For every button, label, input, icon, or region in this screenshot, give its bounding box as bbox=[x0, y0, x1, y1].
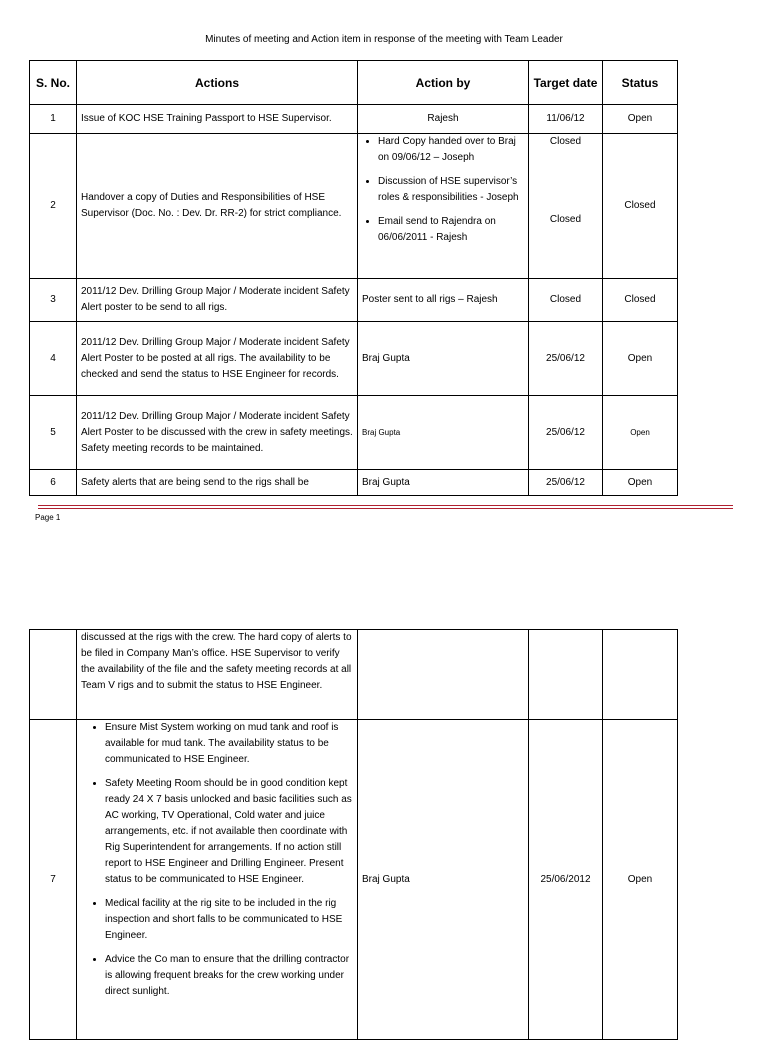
table-row bbox=[30, 322, 678, 396]
action-list bbox=[81, 720, 353, 1000]
row-target-date: 25/06/12 bbox=[529, 322, 603, 396]
row-action bbox=[77, 720, 358, 1040]
row-sno: 2 bbox=[30, 134, 77, 279]
header-actions: Actions bbox=[77, 61, 358, 105]
row-action: 2011/12 Dev. Drilling Group Major / Moderate incident Safety Alert Poster to be posted at all rigs. The availability to be checked and send the status to HSE Engineer for records. bbox=[77, 322, 358, 396]
row-sno: 5 bbox=[30, 396, 77, 470]
action-items-table-continued bbox=[29, 629, 678, 1040]
row-target-date: 25/06/12 bbox=[529, 396, 603, 470]
action-items-table bbox=[29, 60, 678, 496]
row-status: Closed bbox=[603, 134, 678, 279]
action-by-list bbox=[362, 134, 524, 246]
row-action: Issue of KOC HSE Training Passport to HSE Supervisor. bbox=[77, 105, 358, 134]
header-sno: S. No. bbox=[30, 61, 77, 105]
row-sno: 7 bbox=[30, 720, 77, 1040]
row-status: Open bbox=[603, 105, 678, 134]
header-status: Status bbox=[603, 61, 678, 105]
row-action-by: Poster sent to all rigs – Rajesh bbox=[358, 279, 529, 322]
row-action: 2011/12 Dev. Drilling Group Major / Moderate incident Safety Alert poster to be send to all rigs. bbox=[77, 279, 358, 322]
row-status: Open bbox=[603, 396, 678, 470]
row-status: Open bbox=[603, 322, 678, 396]
row-action: Handover a copy of Duties and Responsibilities of HSE Supervisor (Doc. No. : Dev. Dr. RR-2) for strict compliance. bbox=[77, 134, 358, 279]
row-action-by bbox=[358, 134, 529, 279]
row-sno: 6 bbox=[30, 470, 77, 496]
row-action-by: Rajesh bbox=[358, 105, 529, 134]
row-target-date: 25/06/2012 bbox=[529, 720, 603, 1040]
table-row bbox=[30, 279, 678, 322]
row-target-date: 25/06/12 bbox=[529, 470, 603, 496]
page-divider bbox=[38, 505, 733, 506]
row-target-date bbox=[529, 134, 603, 279]
table-row bbox=[30, 720, 678, 1040]
page-divider bbox=[38, 508, 733, 509]
row-action-continuation: discussed at the rigs with the crew. The hard copy of alerts to be filed in Company Man’s office. HSE Supervisor to verify the availability of the file and the safety meeting records at all Team V rigs and to submit the status to HSE Engineer. bbox=[77, 630, 358, 720]
document-title: Minutes of meeting and Action item in response of the meeting with Team Leader bbox=[205, 34, 563, 45]
table-row bbox=[30, 630, 678, 720]
table-row bbox=[30, 470, 678, 496]
row-sno: 4 bbox=[30, 322, 77, 396]
table-row bbox=[30, 134, 678, 279]
row-target-date: Closed bbox=[529, 279, 603, 322]
list-item: • Ensure Mist System working on mud tank and roof is available for mud tank. The availability status to be communicated to HSE Engineer. bbox=[105, 720, 353, 768]
table-header-row bbox=[30, 61, 678, 105]
header-action-by: Action by bbox=[358, 61, 529, 105]
row-sno: 3 bbox=[30, 279, 77, 322]
list-item: • Email send to Rajendra on 06/06/2011 - Rajesh bbox=[378, 214, 524, 246]
row-status: Open bbox=[603, 470, 678, 496]
list-item: • Advice the Co man to ensure that the drilling contractor is allowing frequent breaks for the crew working under direct sunlight. bbox=[105, 952, 353, 1000]
list-item: • Hard Copy handed over to Braj on 09/06/12 – Joseph bbox=[378, 134, 524, 166]
row-action: Safety alerts that are being send to the rigs shall be bbox=[77, 470, 358, 496]
table-row bbox=[30, 396, 678, 470]
page-number: Page 1 bbox=[35, 513, 61, 522]
list-item: • Medical facility at the rig site to be included in the rig inspection and short falls to be communicated to HSE Engineer. bbox=[105, 896, 353, 944]
row-status: Open bbox=[603, 720, 678, 1040]
row-action-by: Braj Gupta bbox=[358, 470, 529, 496]
row-sno: 1 bbox=[30, 105, 77, 134]
row-target-date: 11/06/12 bbox=[529, 105, 603, 134]
header-target-date: Target date bbox=[529, 61, 603, 105]
row-action: 2011/12 Dev. Drilling Group Major / Moderate incident Safety Alert Poster to be discussed with the crew in safety meetings. Safety meeting records to be maintained. bbox=[77, 396, 358, 470]
target-status-2: Closed bbox=[549, 214, 582, 225]
row-action-by: Braj Gupta bbox=[358, 322, 529, 396]
target-status-1: Closed bbox=[549, 136, 582, 147]
table-row bbox=[30, 105, 678, 134]
row-action-by: Braj Gupta bbox=[358, 720, 529, 1040]
list-item: • Safety Meeting Room should be in good condition kept ready 24 X 7 basis unlocked and basic facilities such as AC working, TV Operational, Cold water and juice arrangements, etc. if not available then coordinate with Rig Superintendent for arrangements. If no action still report to HSE Engineer and Drilling Engineer. Present status to be communicated to HSE Engineer. bbox=[105, 776, 353, 888]
list-item: • Discussion of HSE supervisor’s roles & responsibilities - Joseph bbox=[378, 174, 524, 206]
row-action-by: Braj Gupta bbox=[358, 396, 529, 470]
row-status: Closed bbox=[603, 279, 678, 322]
